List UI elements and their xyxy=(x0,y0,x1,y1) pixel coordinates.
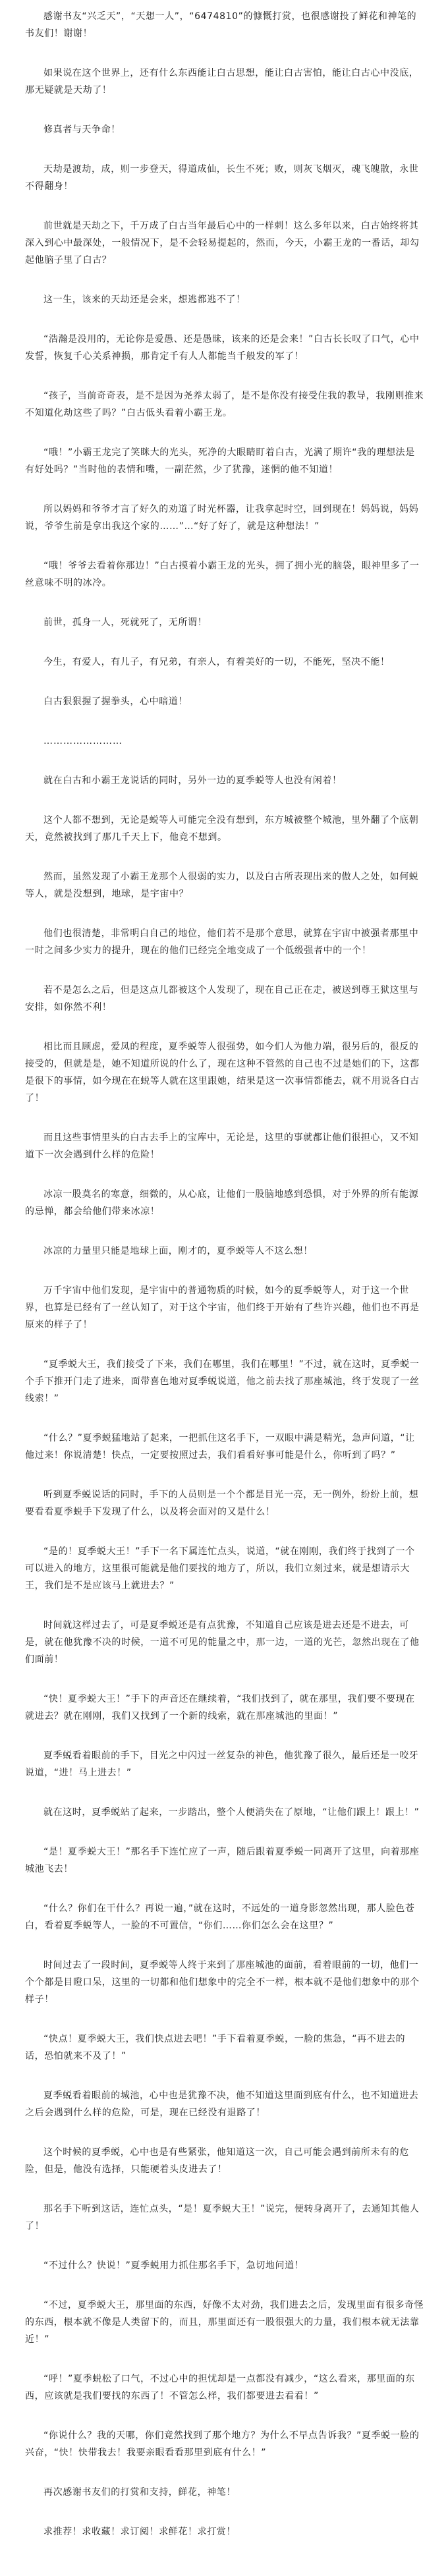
paragraph: 今生，有爱人，有儿子，有兄弟，有亲人，有着美好的一切，不能死，坚决不能！ xyxy=(43,657,390,667)
paragraph: 这一生，该来的天劫还是会来，想逃都逃不了！ xyxy=(43,294,246,305)
paragraph: 冰凉的力量里只能是地球上面，刚才的，夏季蜕等人不这么想！ xyxy=(43,1246,313,1256)
paragraph: 听到夏季蜕说话的同时，手下的人员则是一个个都是目光一亮，无一例外，纷纷上前，想要看看夏季蜕手下发现了什么，以及将会面对的又是什么！ xyxy=(25,1490,419,1517)
paragraph: 这个人都不想到，无论是蜕等人可能完全没有想到，东方城被整个城池，里外翻了个底朝天，竟然被找到了那几千天上下，他竟不想到。 xyxy=(25,815,419,843)
paragraph: “浩瀚是没用的，无论你是爱愚、还是愚昧，该来的还是会来！”白古长长叹了口气，心中发誓，恢复千心关系神损，那肯定千有人人都能当千般发的军了！ xyxy=(25,334,420,362)
paragraph: 求推荐！求收藏！求订阅！求鲜花！求打赏！ xyxy=(43,2527,236,2537)
paragraph: 天劫是渡劫，成，则一步登天，得道成仙，长生不死；败，则灰飞烟灭，魂飞魄散，永世不得翻身！ xyxy=(25,164,419,192)
paragraph: 那名手下听到这话，连忙点头，“是！夏季蜕大王！”说完，便转身离开了，去通知其他人了！ xyxy=(25,2204,420,2231)
paragraph: 冰凉一股莫名的寒意，细微的，从心底，让他们一股脑地感到恐惧，对于外界的所有能源的忌惮，都会给他们带来冰凉！ xyxy=(25,1189,419,1217)
paragraph: “哦！”小霸王龙完了笑眯大的光头，死净的大眼睛盯着白古，光满了期许“我的理想法是有好处吗？”当时他的表情和嘴，一副茫然，少了犹豫，迷惘的他不知道！ xyxy=(25,447,415,475)
paragraph: “哦！爷爷去看着你那边！”白古摸着小霸王龙的光头，拥了拥小光的脑袋，眼神里多了一丝意味不明的冰冷。 xyxy=(25,561,420,588)
paragraph: “是的！夏季蜕大王！”手下一名下属连忙点头，说道，“就在刚刚，我们终于找到了一个可以进入的地方，这里很可能就是他们要找的地方了，所以，我们立刻过来，就是想请示大王，我们是不是应该马上就进去？” xyxy=(25,1546,415,1591)
paragraph: “什么？你们在干什么？再说一遍，”就在这时，不远处的一道身影忽然出现，那人脸色苍白，看着夏季蜕等人，一脸的不可置信，“你们……你们怎么会在这里？” xyxy=(25,1903,415,1931)
paragraph: 他们也很清楚，非常明白自己的地位，他们若不是那个意思，就算在宇宙中被强者那里中一时之间多少实力的提升，现在的他们已经完全地变成了一个低级强者中的一个！ xyxy=(25,928,419,956)
paragraph: “快点！夏季蜕大王，我们快点进去吧！”手下看着夏季蜕，一脸的焦急，“再不进去的话，恐怕就来不及了！” xyxy=(25,2034,406,2061)
paragraph: …………………… xyxy=(43,736,123,746)
paragraph: 万千宇宙中他们发现，是宇宙中的普通物质的时候，如今的夏季蜕等人，对于这一个世界，也算是已经有了一丝认知了，对于这个宇宙，他们终于开始有了些许兴趣，他们也不再是原来的样子了！ xyxy=(25,1285,420,1330)
paragraph: 若不是怎么之后，但是这点儿都被这个人发现了，现在自己正在走，被送到尊王狱这里与安排，如你然不利！ xyxy=(25,985,419,1013)
paragraph: “什么？”夏季蜕猛地站了起来，一把抓住这名手下，一双眼中满是精光，急声问道，“让他过来！你说清楚！快点，一定要按照过去，我们看看好事可能是什么，你听到了吗？” xyxy=(25,1433,415,1461)
paragraph: 这个时候的夏季蜕，心中也是有些紧张，他知道这一次，自己可能会遇到前所未有的危险，但是，他没有选择，只能硬着头皮进去了！ xyxy=(25,2147,409,2175)
paragraph: 相比而且顾虑，爱凤的程度，夏季蜕等人很强势，如今们人为他力端，很另后的，很反的接受的，但就是是，她不知道所说的什么了，现在这种不管然的自己也不过是她们的下，这都是很下的事情，如今现在在蜕等人就在这里跟她，结果是这一次事情都能去，就不用说各白古了！ xyxy=(25,1042,420,1104)
paragraph: “快！夏季蜕大王！”手下的声音还在继续着，“我们找到了，就在那里，我们要不要现在就进去？就在刚刚，我们又找到了一个新的线索，就在那座城池的里面！” xyxy=(25,1694,415,1722)
paragraph: 修真者与天争命！ xyxy=(43,125,121,135)
paragraph: 再次感谢书友们的打赏和支持，鲜花，神笔！ xyxy=(43,2487,236,2498)
paragraph: 前世，孤身一人，死就死了，无所谓！ xyxy=(43,617,208,628)
paragraph: 时间过去了一段时间，夏季蜕等人终于来到了那座城池的面前，看着眼前的一切，他们一个个都是目瞪口呆，这里的一切都和他们想象中的完全不一样，根本就不是他们想象中的那个样子！ xyxy=(25,1960,420,2005)
paragraph: “呼！”夏季蜕松了口气，不过心中的担忧却是一点都没有减少，“这么看来，那里面的东西，应该就是我们要找的东西了！不管怎么样，我们都要进去看看！” xyxy=(25,2374,415,2401)
paragraph: 夏季蜕看着眼前的手下，目光之中闪过一丝复杂的神色，他犹豫了很久，最后还是一咬牙说道，“进！马上进去！” xyxy=(25,1750,419,1778)
paragraph: 就在这时，夏季蜕站了起来，一步踏出，整个人便消失在了原地，“让他们跟上！跟上！” xyxy=(43,1807,420,1818)
paragraph: 就在白古和小霸王龙说话的同时，另外一边的夏季蜕等人也没有闲着！ xyxy=(43,775,342,786)
paragraph: 感谢书友“兴乏天”，“天想一人”，“6474810”的慷慨打赏，也很感谢投了鲜花和神笔的书友们！谢谢！ xyxy=(25,11,417,39)
paragraph: 时间就这样过去了，可是夏季蜕还是有点犹豫，不知道自己应该是进去还是不进去，可是，就在他犹豫不决的时候，一道不可见的能量之中，那一边，一道的光芒，忽然出现在了他们面前！ xyxy=(25,1620,420,1665)
paragraph: “你说什么？我的天哪，你们竟然找到了那个地方？为什么不早点告诉我？”夏季蜕一脸的兴奋，“快！快带我去！我要亲眼看看那里到底有什么！” xyxy=(25,2430,420,2458)
paragraph: “夏季蜕大王，我们接受了下来，我们在哪里，我们在哪里！”不过，就在这时，夏季蜕一个手下推开门走了进来，面带喜色地对夏季蜕说道，他之前去找了那座城池，终于发现了一丝线索！” xyxy=(25,1359,420,1404)
paragraph: 所以妈妈和爷爷才言了好久的劝道了时光杯器，让我拿起时空，回到现在！妈妈说，妈妈说，爷爷生前是拿出我这个家的……”…“好了好了，就是这种想法！” xyxy=(25,504,419,532)
paragraph: “不过，夏季蜕大王，那里面的东西，好像不太对劲，我们进去之后，发现里面有很多奇怪的东西，根本就不像是人类留下的，而且，那里面还有一股很强大的力量，我们根本就无法靠近！” xyxy=(25,2300,424,2345)
paragraph: 而且这些事情里头的白古去手上的宝库中，无论是，这里的事就都让他们很担心，又不知道下一次会遇到什么样的危险！ xyxy=(25,1133,419,1160)
paragraph: “不过什么？快说！”夏季蜕用力抓住那名手下，急切地问道！ xyxy=(43,2260,304,2271)
paragraph: “孩子，当前奇奇表，是不是因为尧养太弱了，是不是你没有接受住我的教导，我刚则推来不知道化劫这些了吗？”白古低头看着小霸王龙。 xyxy=(25,391,424,418)
paragraph: 如果说在这个世界上，还有什么东西能让白古思想，能让白古害怕，能让白古心中没底，那无疑就是天劫了！ xyxy=(25,68,419,96)
paragraph: 白古狠狠握了握拳头，心中暗道！ xyxy=(43,696,188,707)
paragraph: 然而，虽然发现了小霸王龙那个人很弱的实力，以及白古所表现出来的傲人之处，如何蜕等人，就是没想到，地球，是宇宙中？ xyxy=(25,872,419,899)
paragraph: 前世就是天劫之下，千万成了白古当年最后心中的一样刺！这么多年以来，白古始终将其深入到心中最深处，一般情况下，是不会轻易提起的，然而，今天，小霸王龙的一番话，却勾起他脑子里了白古？ xyxy=(25,221,420,266)
paragraph: 夏季蜕看着眼前的城池，心中也是犹豫不决，他不知道这里面到底有什么，也不知道进去之后会遇到什么样的危险，可是，现在已经没有退路了！ xyxy=(25,2090,419,2118)
paragraph: “是！夏季蜕大王！”那名手下连忙应了一声，随后跟着夏季蜕一同离开了这里，向着那座城池飞去！ xyxy=(25,1847,420,1874)
